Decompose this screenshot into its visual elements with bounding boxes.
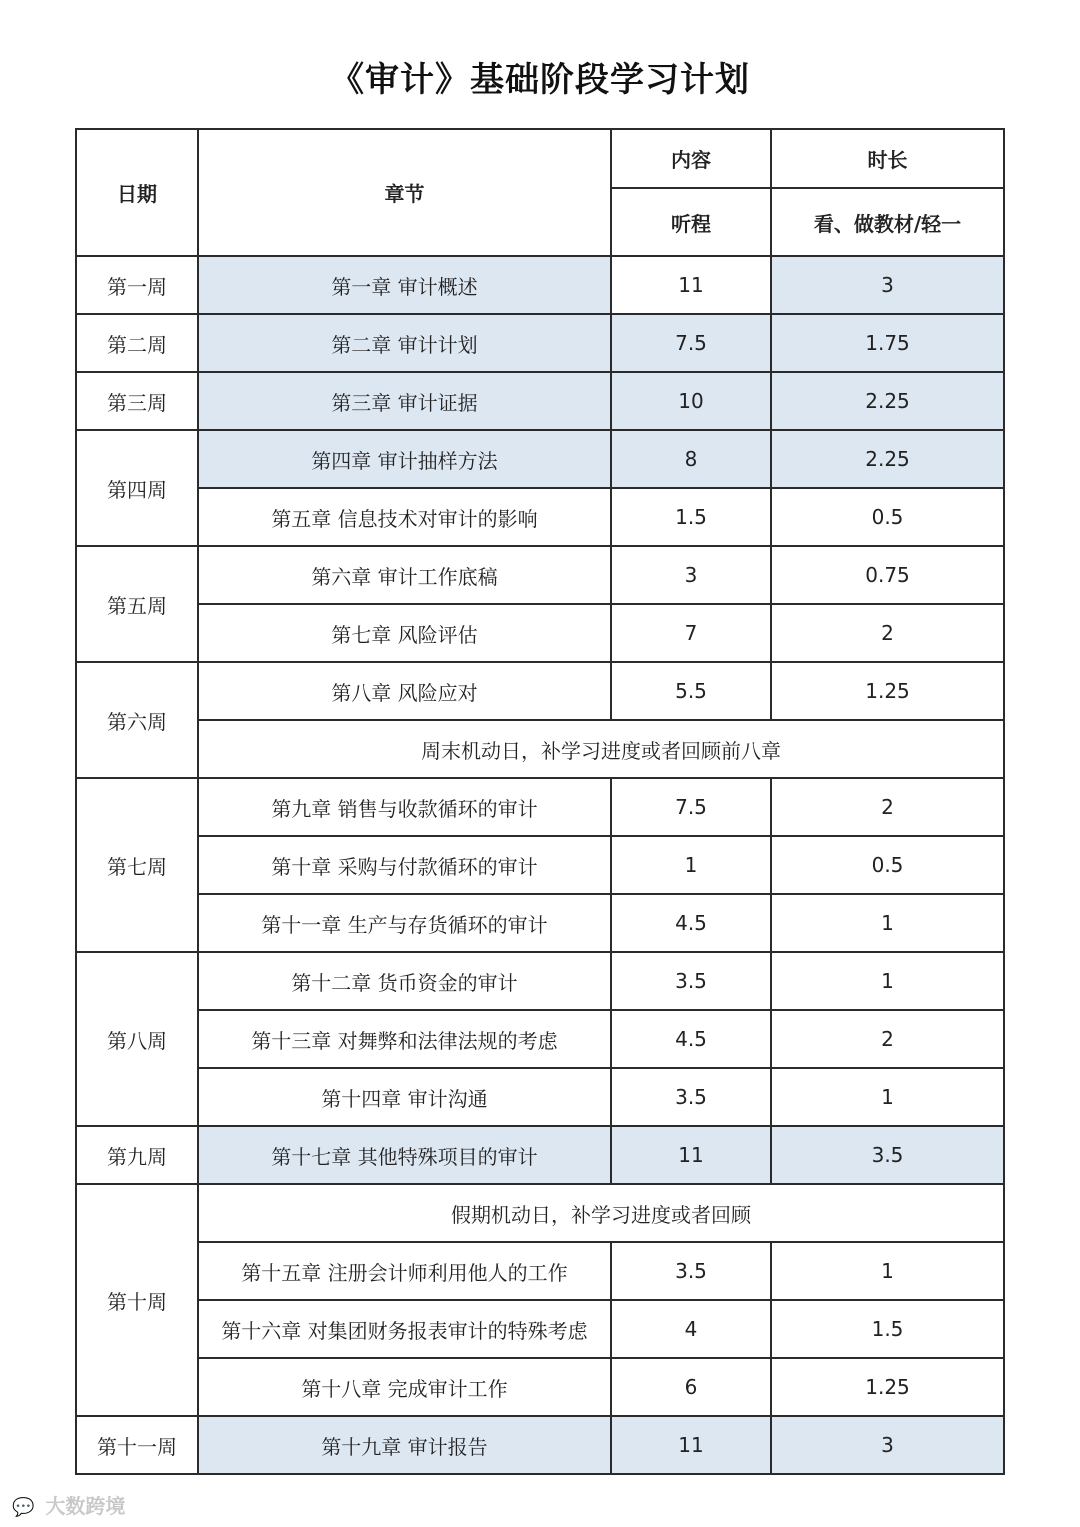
week-cell: 第九周 xyxy=(76,1126,198,1184)
table-row xyxy=(76,894,1004,952)
listen-hours-cell: 6 xyxy=(611,1358,771,1416)
listen-hours-cell: 11 xyxy=(611,256,771,314)
header-study: 看、做教材/轻一 xyxy=(771,188,1004,256)
week-cell: 第四周 xyxy=(76,430,198,546)
table-row xyxy=(76,1300,1004,1358)
table-row xyxy=(76,720,1004,778)
flex-day-note: 周末机动日，补学习进度或者回顾前八章 xyxy=(198,720,1004,778)
chapter-cell: 第一章 审计概述 xyxy=(198,256,611,314)
chapter-cell: 第七章 风险评估 xyxy=(198,604,611,662)
chapter-cell: 第十七章 其他特殊项目的审计 xyxy=(198,1126,611,1184)
chapter-cell: 第十五章 注册会计师利用他人的工作 xyxy=(198,1242,611,1300)
study-hours-cell: 1 xyxy=(771,952,1004,1010)
chapter-cell: 第八章 风险应对 xyxy=(198,662,611,720)
week-cell: 第二周 xyxy=(76,314,198,372)
table-row xyxy=(76,546,1004,604)
header-listen: 听程 xyxy=(611,188,771,256)
listen-hours-cell: 3.5 xyxy=(611,952,771,1010)
table-row xyxy=(76,836,1004,894)
study-hours-cell: 1 xyxy=(771,894,1004,952)
listen-hours-cell: 8 xyxy=(611,430,771,488)
listen-hours-cell: 1 xyxy=(611,836,771,894)
week-cell: 第八周 xyxy=(76,952,198,1126)
table-row xyxy=(76,1242,1004,1300)
table-row xyxy=(76,372,1004,430)
listen-hours-cell: 11 xyxy=(611,1126,771,1184)
table-row xyxy=(76,952,1004,1010)
listen-hours-cell: 11 xyxy=(611,1416,771,1474)
table-row xyxy=(76,1068,1004,1126)
study-hours-cell: 1.25 xyxy=(771,662,1004,720)
listen-hours-cell: 7.5 xyxy=(611,314,771,372)
chapter-cell: 第十六章 对集团财务报表审计的特殊考虑 xyxy=(198,1300,611,1358)
table-row xyxy=(76,430,1004,488)
listen-hours-cell: 1.5 xyxy=(611,488,771,546)
brand-name: 大数跨境 xyxy=(45,1494,126,1518)
study-hours-cell: 1 xyxy=(771,1242,1004,1300)
chapter-cell: 第十二章 货币资金的审计 xyxy=(198,952,611,1010)
week-cell: 第七周 xyxy=(76,778,198,952)
page-title: 《审计》基础阶段学习计划 xyxy=(330,60,750,100)
study-hours-cell: 3 xyxy=(771,1416,1004,1474)
study-hours-cell: 2 xyxy=(771,1010,1004,1068)
listen-hours-cell: 7 xyxy=(611,604,771,662)
table-row xyxy=(76,314,1004,372)
chapter-cell: 第十九章 审计报告 xyxy=(198,1416,611,1474)
study-hours-cell: 1.5 xyxy=(771,1300,1004,1358)
chapter-cell: 第十四章 审计沟通 xyxy=(198,1068,611,1126)
table-row xyxy=(76,256,1004,314)
study-hours-cell: 3 xyxy=(771,256,1004,314)
chapter-cell: 第十三章 对舞弊和法律法规的考虑 xyxy=(198,1010,611,1068)
listen-hours-cell: 3.5 xyxy=(611,1242,771,1300)
study-hours-cell: 1 xyxy=(771,1068,1004,1126)
chapter-cell: 第三章 审计证据 xyxy=(198,372,611,430)
study-hours-cell: 3.5 xyxy=(771,1126,1004,1184)
study-plan-table xyxy=(75,128,1005,1475)
listen-hours-cell: 5.5 xyxy=(611,662,771,720)
listen-hours-cell: 7.5 xyxy=(611,778,771,836)
header-chapter: 章节 xyxy=(198,129,611,256)
week-cell: 第一周 xyxy=(76,256,198,314)
speech-bubble-icon: 💬 xyxy=(12,1497,35,1518)
table-row xyxy=(76,488,1004,546)
chapter-cell: 第十八章 完成审计工作 xyxy=(198,1358,611,1416)
listen-hours-cell: 3.5 xyxy=(611,1068,771,1126)
week-cell: 第五周 xyxy=(76,546,198,662)
chapter-cell: 第四章 审计抽样方法 xyxy=(198,430,611,488)
study-hours-cell: 2 xyxy=(771,604,1004,662)
chapter-cell: 第五章 信息技术对审计的影响 xyxy=(198,488,611,546)
listen-hours-cell: 10 xyxy=(611,372,771,430)
study-hours-cell: 0.5 xyxy=(771,488,1004,546)
listen-hours-cell: 4 xyxy=(611,1300,771,1358)
listen-hours-cell: 4.5 xyxy=(611,894,771,952)
flex-day-note: 假期机动日，补学习进度或者回顾 xyxy=(198,1184,1004,1242)
table-row xyxy=(76,1416,1004,1474)
table-row xyxy=(76,1358,1004,1416)
chapter-cell: 第二章 审计计划 xyxy=(198,314,611,372)
week-cell: 第十一周 xyxy=(76,1416,198,1474)
table-row xyxy=(76,1010,1004,1068)
footer-brand xyxy=(12,1490,125,1519)
week-cell: 第三周 xyxy=(76,372,198,430)
study-hours-cell: 0.75 xyxy=(771,546,1004,604)
study-hours-cell: 2 xyxy=(771,778,1004,836)
listen-hours-cell: 4.5 xyxy=(611,1010,771,1068)
table-row xyxy=(76,1184,1004,1242)
table-row xyxy=(76,662,1004,720)
chapter-cell: 第十一章 生产与存货循环的审计 xyxy=(198,894,611,952)
chapter-cell: 第十章 采购与付款循环的审计 xyxy=(198,836,611,894)
header-row xyxy=(76,129,1004,188)
study-hours-cell: 1.25 xyxy=(771,1358,1004,1416)
header-content: 内容 xyxy=(611,129,771,188)
table-row xyxy=(76,604,1004,662)
week-cell: 第十周 xyxy=(76,1184,198,1416)
header-duration: 时长 xyxy=(771,129,1004,188)
study-hours-cell: 2.25 xyxy=(771,372,1004,430)
chapter-cell: 第九章 销售与收款循环的审计 xyxy=(198,778,611,836)
table-row xyxy=(76,1126,1004,1184)
study-hours-cell: 2.25 xyxy=(771,430,1004,488)
listen-hours-cell: 3 xyxy=(611,546,771,604)
week-cell: 第六周 xyxy=(76,662,198,778)
header-date: 日期 xyxy=(76,129,198,256)
study-hours-cell: 1.75 xyxy=(771,314,1004,372)
chapter-cell: 第六章 审计工作底稿 xyxy=(198,546,611,604)
study-hours-cell: 0.5 xyxy=(771,836,1004,894)
table-row xyxy=(76,778,1004,836)
